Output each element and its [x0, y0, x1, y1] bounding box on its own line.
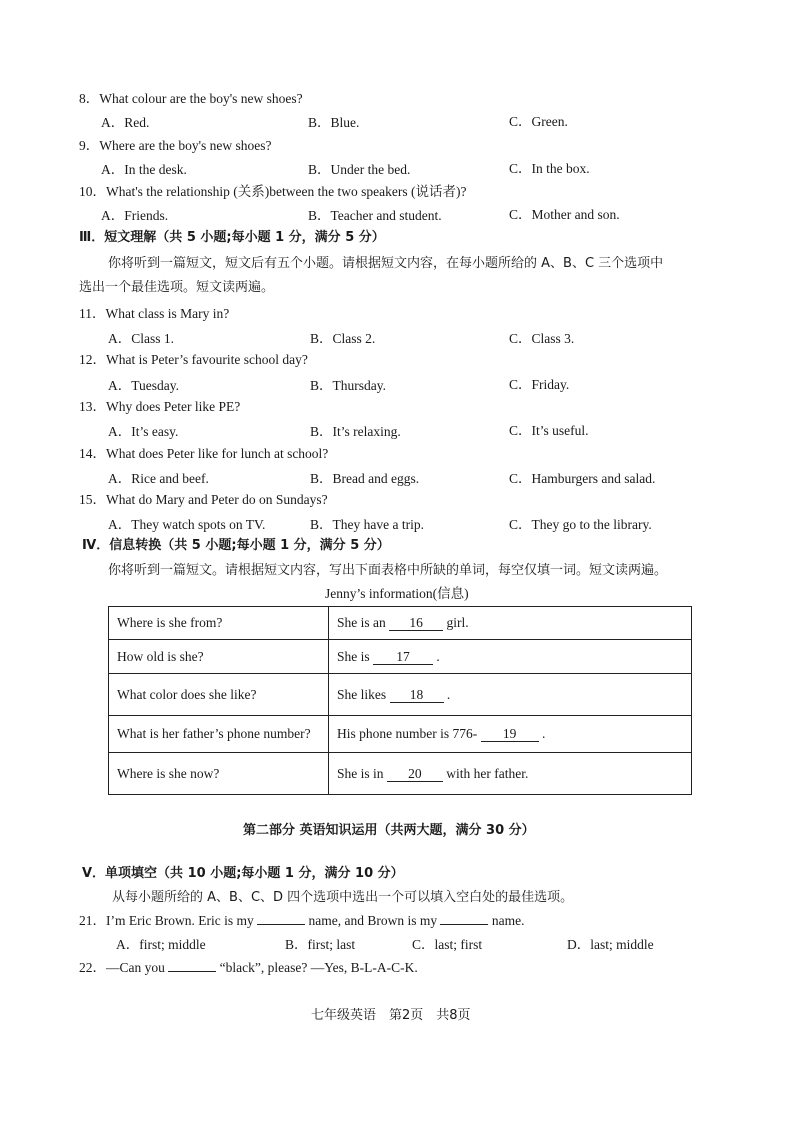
q11-option-b: B．Class 2. [310, 331, 376, 346]
q14-option-c: C．Hamburgers and salad. [509, 471, 656, 486]
answer-prefix: She is [337, 648, 370, 664]
table-answer-cell [329, 753, 692, 795]
q15-option-a: A．They watch spots on TV. [108, 517, 266, 532]
q15-option-b: B．They have a trip. [310, 517, 424, 532]
q15-option-c: C．They go to the library. [509, 517, 652, 532]
q21-stem-part: name, and Brown is my [308, 913, 438, 928]
jenny-info-table [108, 606, 692, 795]
section-4-title: Ⅳ．信息转换（共 5 小题;每小题 1 分，满分 5 分） [82, 538, 390, 553]
blank-16: 16 [389, 616, 443, 631]
q21-stem-part: name. [491, 913, 525, 928]
table-answer-cell [329, 607, 692, 640]
q21-stem-part: 21．I’m Eric Brown. Eric is my [79, 913, 254, 928]
q13-option-b: B．It’s relaxing. [310, 424, 401, 439]
section-3-title: Ⅲ．短文理解（共 5 小题;每小题 1 分，满分 5 分） [79, 230, 385, 245]
table-row [109, 753, 692, 795]
q21-option-c: C．last; first [412, 937, 483, 952]
blank-18: 18 [390, 688, 444, 703]
q9-option-a: A．In the desk. [101, 162, 187, 177]
question-14: 14．What does Peter like for lunch at school? [79, 446, 329, 461]
q9-option-c: C．In the box. [509, 161, 590, 176]
table-question-cell: Where is she now? [109, 753, 329, 795]
q10-option-a: A．Friends. [101, 208, 169, 223]
q12-option-b: B．Thursday. [310, 378, 386, 393]
question-13: 13．Why does Peter like PE? [79, 399, 241, 414]
q13-option-c: C．It’s useful. [509, 423, 589, 438]
q14-option-a: A．Rice and beef. [108, 471, 209, 486]
q22-stem-part: “black”, please? —Yes, B-L-A-C-K. [219, 960, 418, 975]
table-row [109, 640, 692, 674]
table-answer-cell [329, 716, 692, 753]
part-2-title: 第二部分 英语知识运用（共两大题，满分 30 分） [243, 823, 535, 838]
answer-prefix: She is in [337, 765, 384, 781]
q8-option-b: B．Blue. [308, 115, 360, 130]
section-3-instruction-2: 选出一个最佳选项。短文读两遍。 [79, 280, 275, 295]
table-question-cell: What color does she like? [109, 674, 329, 716]
q21-option-b: B．first; last [285, 937, 356, 952]
q10-option-b: B．Teacher and student. [308, 208, 442, 223]
answer-suffix: girl. [446, 615, 469, 630]
section-5-instruction: 从每小题所给的 A、B、C、D 四个选项中选出一个可以填入空白处的最佳选项。 [112, 890, 574, 905]
table-question-cell: What is her father’s phone number? [109, 716, 329, 753]
table-question-cell: Where is she from? [109, 607, 329, 640]
q11-option-c: C．Class 3. [509, 331, 575, 346]
q8-option-a: A．Red. [101, 115, 150, 130]
table-answer-cell [329, 674, 692, 716]
section-4-instruction: 你将听到一篇短文。请根据短文内容，写出下面表格中所缺的单词，每空仅填一词。短文读两遍。 [108, 563, 668, 578]
q12-option-a: A．Tuesday. [108, 378, 180, 393]
blank-17: 17 [373, 650, 433, 665]
q13-option-a: A．It’s easy. [108, 424, 179, 439]
answer-suffix: . [541, 726, 546, 741]
q10-option-c: C．Mother and son. [509, 207, 620, 222]
table-answer-cell [329, 640, 692, 674]
answer-suffix: . [436, 648, 440, 664]
q12-option-c: C．Friday. [509, 377, 570, 392]
question-21 [79, 909, 524, 929]
q22-stem-part: 22．—Can you [79, 960, 165, 975]
blank-19: 19 [481, 727, 539, 742]
q21-option-a: A．first; middle [116, 937, 206, 952]
page-footer: 七年级英语 第2页 共8页 [311, 1008, 471, 1023]
answer-prefix: She likes [337, 686, 387, 702]
section-3-instruction-1: 你将听到一篇短文，短文后有五个小题。请根据短文内容，在每小题所给的 A、B、C 三个选项中 [108, 256, 664, 271]
section-5-title: Ⅴ．单项填空（共 10 小题;每小题 1 分，满分 10 分） [82, 866, 404, 881]
question-9: 9．Where are the boy's new shoes? [79, 138, 272, 153]
answer-suffix: with her father. [446, 765, 529, 781]
table-row [109, 607, 692, 640]
q21-blank-1 [257, 912, 305, 925]
answer-prefix: She is an [337, 615, 386, 630]
answer-prefix: His phone number is 776- [337, 726, 478, 741]
blank-20: 20 [387, 767, 443, 782]
question-8: 8．What colour are the boy's new shoes? [79, 91, 303, 106]
q21-option-d: D．last; middle [567, 937, 654, 952]
table-row [109, 716, 692, 753]
q8-option-c: C．Green. [509, 114, 568, 129]
question-11: 11．What class is Mary in? [79, 306, 230, 321]
table-question-cell: How old is she? [109, 640, 329, 674]
q21-blank-2 [440, 912, 488, 925]
question-15: 15．What do Mary and Peter do on Sundays? [79, 492, 328, 507]
q22-blank [168, 959, 216, 972]
q11-option-a: A．Class 1. [108, 331, 175, 346]
question-22 [79, 956, 418, 976]
q9-option-b: B．Under the bed. [308, 162, 411, 177]
table-title: Jenny’s information(信息) [325, 586, 469, 601]
answer-suffix: . [446, 686, 451, 702]
table-row [109, 674, 692, 716]
question-12: 12．What is Peter’s favourite school day? [79, 352, 308, 367]
q14-option-b: B．Bread and eggs. [310, 471, 420, 486]
question-10: 10．What's the relationship (关系)between the two speakers (说话者)? [79, 184, 467, 199]
